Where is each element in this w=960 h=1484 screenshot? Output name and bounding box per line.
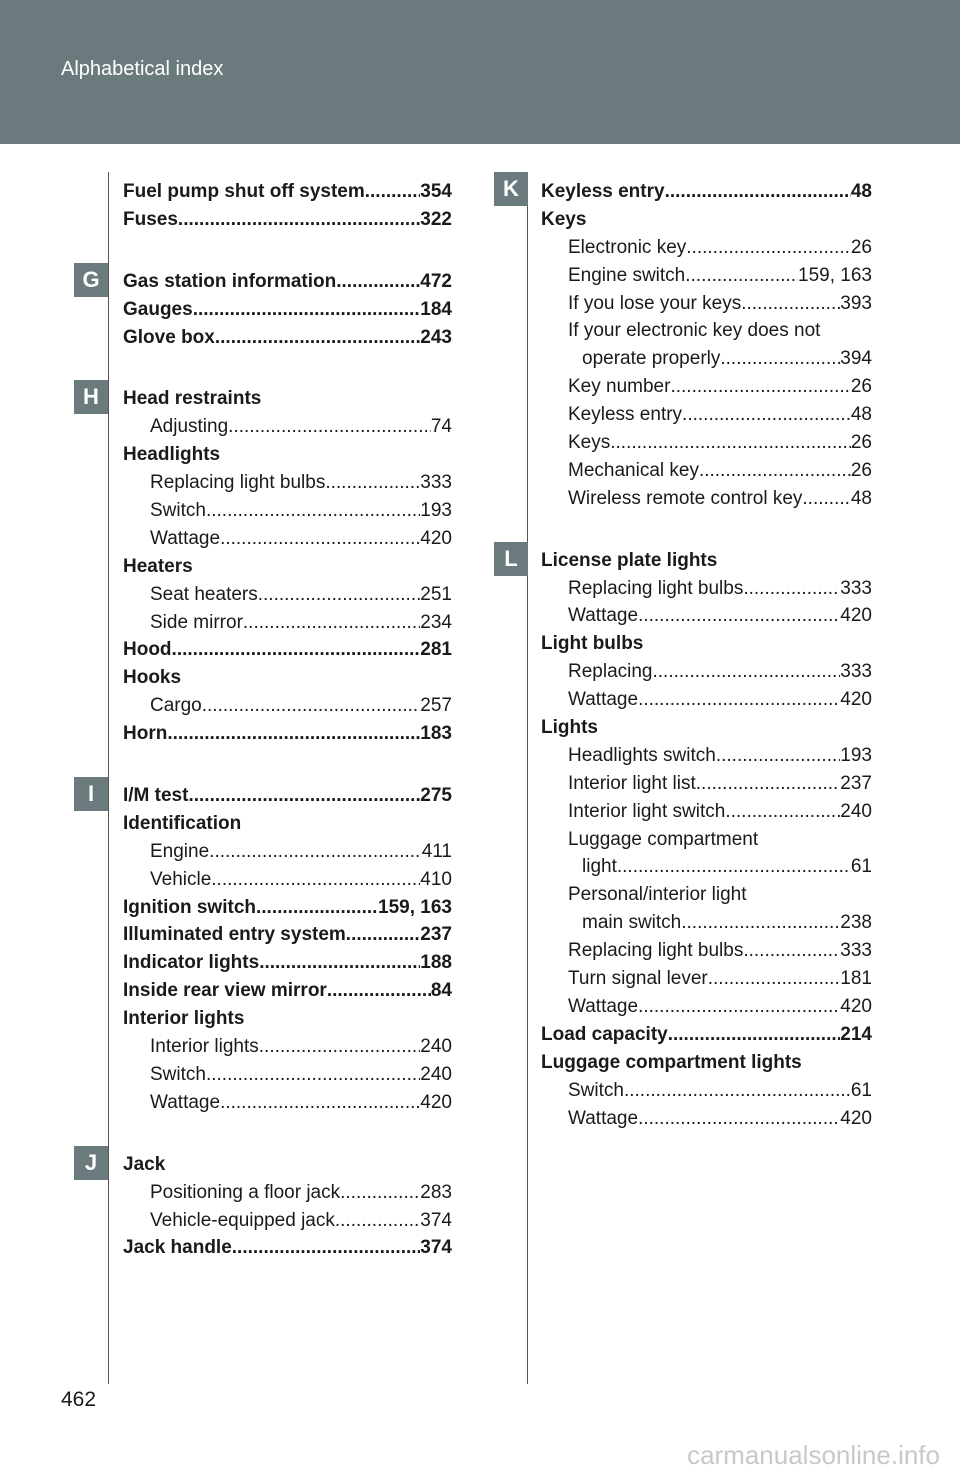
entry-page: 322 [420, 208, 452, 230]
dot-leader [232, 1234, 421, 1262]
entry-label: Fuses [123, 208, 178, 230]
dot-leader [365, 178, 421, 206]
entry-label: Wattage [150, 527, 221, 549]
entry-page: 84 [430, 980, 452, 1002]
entry-page: 61 [850, 1079, 872, 1101]
index-section-h [123, 385, 452, 748]
entry-label: Wireless remote control key [568, 487, 803, 509]
entry-label: Glove box [123, 326, 215, 348]
index-entry[interactable] [541, 178, 872, 206]
entry-label: Head restraints [123, 388, 262, 410]
entry-label: Interior light switch [568, 800, 726, 822]
entry-page: 159, 163 [798, 264, 872, 286]
index-entry[interactable] [541, 853, 872, 881]
dot-leader [682, 401, 851, 429]
index-entry[interactable] [123, 1234, 452, 1262]
index-entry[interactable] [123, 553, 452, 581]
dot-leader [327, 977, 431, 1005]
entry-label: Keys [541, 208, 587, 230]
index-entry[interactable] [541, 457, 872, 485]
dot-leader [741, 290, 840, 318]
index-section-f [123, 178, 452, 234]
entry-label: Headlights switch [568, 744, 716, 766]
index-entry[interactable] [123, 1005, 452, 1033]
entry-label: Wattage [568, 605, 639, 627]
entry-label: Heaters [123, 555, 193, 577]
dot-leader [172, 636, 421, 664]
index-entry[interactable] [541, 881, 872, 909]
header-title: Alphabetical index [61, 58, 224, 80]
entry-label: Keys [568, 432, 611, 454]
index-entry[interactable] [541, 575, 872, 603]
dot-leader [211, 866, 420, 894]
entry-label: Switch [150, 1063, 206, 1085]
entry-page: 420 [840, 689, 872, 711]
index-entry[interactable] [123, 720, 452, 748]
entry-label: Luggage compartment [568, 828, 759, 850]
dot-leader [708, 965, 841, 993]
index-entry[interactable] [541, 742, 872, 770]
dot-leader [228, 413, 431, 441]
entry-page: 240 [420, 1063, 452, 1085]
entry-label: Ignition switch [123, 896, 256, 918]
dot-leader [220, 525, 420, 553]
entry-page: 281 [420, 639, 452, 661]
dot-leader [743, 937, 840, 965]
entry-page: 238 [840, 912, 872, 934]
index-entry[interactable] [541, 602, 872, 630]
dot-leader [686, 234, 851, 262]
entry-label: Vehicle-equipped jack [150, 1209, 335, 1231]
entry-label: Illuminated entry system [123, 924, 346, 946]
dot-leader [638, 686, 840, 714]
entry-page: 48 [850, 487, 872, 509]
entry-page: 251 [420, 583, 452, 605]
entry-label: Interior lights [123, 1008, 245, 1030]
entry-label: I/M test [123, 785, 189, 807]
dot-leader [258, 581, 421, 609]
entry-label: License plate lights [541, 549, 718, 571]
dot-leader [340, 1179, 420, 1207]
dot-leader [638, 1105, 840, 1133]
dot-leader [336, 268, 420, 296]
index-entry[interactable] [123, 268, 452, 296]
index-entry[interactable] [123, 178, 452, 206]
letter-tab-l: L [494, 542, 528, 576]
entry-page: 333 [840, 577, 872, 599]
index-entry[interactable] [123, 664, 452, 692]
index-entry[interactable] [123, 206, 452, 234]
entry-page: 240 [840, 800, 872, 822]
dot-leader [638, 602, 840, 630]
entry-page: 181 [840, 968, 872, 990]
index-entry[interactable] [541, 630, 872, 658]
index-entry[interactable] [541, 770, 872, 798]
dot-leader [206, 1061, 420, 1089]
entry-label: Turn signal lever [568, 968, 708, 990]
index-column-left [123, 178, 452, 1296]
index-entry[interactable] [541, 686, 872, 714]
index-column-right [541, 178, 872, 1166]
index-entry[interactable] [123, 866, 452, 894]
entry-label: Load capacity [541, 1023, 668, 1045]
index-entry[interactable] [541, 373, 872, 401]
dot-leader [685, 262, 798, 290]
entry-page: 333 [840, 661, 872, 683]
index-entry[interactable] [123, 782, 452, 810]
index-entry[interactable] [123, 497, 452, 525]
index-entry[interactable] [123, 636, 452, 664]
entry-label: Wattage [568, 995, 639, 1017]
dot-leader [193, 296, 421, 324]
dot-leader [665, 178, 851, 206]
index-entry[interactable] [541, 1021, 872, 1049]
entry-page: 411 [421, 840, 452, 862]
entry-label: Light bulbs [541, 633, 644, 655]
entry-page: 243 [420, 326, 452, 348]
entry-label: Engine [150, 840, 210, 862]
dot-leader [220, 1089, 420, 1117]
entry-label: Side mirror [150, 611, 243, 633]
entry-page: 420 [420, 527, 452, 549]
dot-leader [167, 720, 420, 748]
entry-label: Keyless entry [541, 181, 665, 202]
index-entry[interactable] [123, 296, 452, 324]
entry-label: Headlights [123, 444, 221, 466]
entry-label: Wattage [568, 689, 639, 711]
entry-label: Luggage compartment lights [541, 1051, 802, 1073]
entry-label: Interior light list [568, 772, 696, 794]
entry-label: Switch [150, 500, 206, 522]
entry-page: 257 [420, 695, 452, 717]
index-entry[interactable] [123, 921, 452, 949]
entry-page: 420 [840, 605, 872, 627]
entry-page: 188 [420, 952, 452, 974]
entry-page: 193 [840, 744, 872, 766]
index-section-k [541, 178, 872, 513]
entry-page: 275 [420, 785, 452, 807]
entry-label: Hooks [123, 667, 182, 689]
index-section-l [541, 547, 872, 1133]
index-entry[interactable] [123, 692, 452, 720]
dot-leader [335, 1207, 420, 1235]
index-entry[interactable] [541, 937, 872, 965]
letter-tab-k: K [494, 172, 528, 206]
index-entry[interactable] [123, 469, 452, 497]
index-entry[interactable] [541, 206, 872, 234]
index-entry[interactable] [123, 1089, 452, 1117]
entry-label: Vehicle [150, 868, 212, 890]
index-entry[interactable] [541, 485, 872, 513]
index-entry[interactable] [123, 525, 452, 553]
index-entry[interactable] [541, 317, 872, 345]
dot-leader [243, 609, 420, 637]
index-entry[interactable] [541, 965, 872, 993]
entry-label: Indicator lights [123, 952, 260, 974]
dot-leader [178, 206, 420, 234]
entry-label: light [582, 856, 617, 878]
dot-leader [681, 909, 840, 937]
entry-page: 48 [850, 404, 872, 426]
index-entry[interactable] [123, 1151, 452, 1179]
index-entry[interactable] [123, 385, 452, 413]
entry-page: 61 [850, 856, 872, 878]
entry-label: Jack [123, 1153, 166, 1175]
entry-page: 393 [840, 292, 872, 314]
index-entry[interactable] [123, 1179, 452, 1207]
dot-leader [653, 658, 841, 686]
letter-tab-g: G [74, 263, 108, 297]
dot-leader [206, 497, 420, 525]
entry-label: Personal/interior light [568, 884, 747, 906]
entry-label: Keyless entry [568, 404, 683, 426]
entry-label: Wattage [150, 1091, 221, 1113]
entry-page: 48 [850, 181, 872, 202]
entry-label: Key number [568, 376, 671, 398]
dot-leader [259, 1033, 421, 1061]
entry-page: 214 [840, 1023, 872, 1045]
index-entry[interactable] [541, 290, 872, 318]
entry-label: Switch [568, 1079, 624, 1101]
index-entry[interactable] [541, 262, 872, 290]
index-entry[interactable] [541, 234, 872, 262]
index-entry[interactable] [123, 1207, 452, 1235]
entry-page: 237 [840, 772, 872, 794]
dot-leader [802, 485, 850, 513]
entry-label: Seat heaters [150, 583, 258, 605]
entry-page: 394 [840, 348, 872, 370]
entry-page: 354 [420, 181, 452, 202]
index-entry[interactable] [123, 609, 452, 637]
entry-page: 159, 163 [378, 896, 452, 918]
dot-leader [617, 853, 851, 881]
entry-page: 26 [850, 376, 872, 398]
entry-label: Gauges [123, 298, 193, 320]
index-entry[interactable] [541, 1077, 872, 1105]
page-header [0, 0, 960, 144]
entry-label: Identification [123, 812, 242, 834]
dot-leader [209, 838, 422, 866]
letter-tab-i: I [74, 777, 108, 811]
page-number: 462 [61, 1388, 97, 1411]
entry-page: 74 [430, 416, 452, 438]
index-entry[interactable] [123, 977, 452, 1005]
entry-page: 26 [850, 236, 872, 258]
watermark: carmanualsonline.info [687, 1440, 940, 1470]
entry-label: Mechanical key [568, 459, 699, 481]
index-entry[interactable] [123, 810, 452, 838]
entry-page: 410 [420, 868, 452, 890]
entry-page: 472 [420, 270, 452, 292]
entry-page: 420 [420, 1091, 452, 1113]
dot-leader [259, 949, 420, 977]
index-entry[interactable] [541, 658, 872, 686]
entry-label: Wattage [568, 1107, 639, 1129]
entry-label: Engine switch [568, 264, 686, 286]
dot-leader [699, 457, 851, 485]
index-entry[interactable] [123, 413, 452, 441]
index-entry[interactable] [123, 838, 452, 866]
entry-page: 240 [420, 1036, 452, 1058]
entry-page: 333 [420, 472, 452, 494]
entry-label: Hood [123, 639, 172, 661]
entry-label: main switch [582, 912, 682, 934]
index-entry[interactable] [123, 1061, 452, 1089]
index-entry[interactable] [123, 324, 452, 352]
entry-page: 234 [420, 611, 452, 633]
entry-page: 26 [850, 459, 872, 481]
index-entry[interactable] [541, 714, 872, 742]
entry-label: Adjusting [150, 416, 229, 438]
dot-leader [202, 692, 421, 720]
dot-leader [188, 782, 420, 810]
entry-page: 26 [850, 432, 872, 454]
dot-leader [696, 770, 841, 798]
entry-label: Positioning a floor jack [150, 1181, 341, 1203]
dot-leader [610, 429, 851, 457]
entry-label: Replacing light bulbs [150, 472, 326, 494]
entry-label: Cargo [150, 695, 202, 717]
entry-page: 184 [420, 298, 452, 320]
entry-page: 374 [420, 1209, 452, 1231]
dot-leader [725, 798, 840, 826]
dot-leader [670, 373, 850, 401]
right-divider [527, 172, 528, 1384]
index-entry[interactable] [541, 1049, 872, 1077]
dot-leader [638, 993, 840, 1021]
entry-page: 283 [420, 1181, 452, 1203]
dot-leader [716, 742, 840, 770]
index-entry[interactable] [123, 949, 452, 977]
entry-page: 374 [420, 1237, 452, 1259]
entry-label: If you lose your keys [568, 292, 742, 314]
index-entry[interactable] [123, 1033, 452, 1061]
index-entry[interactable] [541, 429, 872, 457]
entry-page: 420 [840, 995, 872, 1017]
entry-label: Lights [541, 717, 598, 739]
index-entry[interactable] [541, 401, 872, 429]
index-entry[interactable] [123, 441, 452, 469]
index-entry[interactable] [123, 581, 452, 609]
entry-label: Jack handle [123, 1237, 232, 1259]
dot-leader [346, 921, 421, 949]
index-entry[interactable] [541, 1105, 872, 1133]
dot-leader [256, 894, 378, 922]
entry-page: 183 [420, 723, 452, 745]
entry-page: 420 [840, 1107, 872, 1129]
entry-page: 333 [840, 940, 872, 962]
entry-label: Interior lights [150, 1036, 259, 1058]
index-section-i [123, 782, 452, 1117]
dot-leader [624, 1077, 851, 1105]
index-entry[interactable] [541, 547, 872, 575]
index-entry[interactable] [541, 345, 872, 373]
entry-label: Replacing light bulbs [568, 940, 744, 962]
dot-leader [668, 1021, 841, 1049]
entry-page: 193 [420, 500, 452, 522]
dot-leader [215, 324, 420, 352]
entry-label: Fuel pump shut off system [123, 181, 365, 202]
index-section-g [123, 268, 452, 352]
entry-label: Gas station information [123, 270, 337, 292]
index-entry[interactable] [541, 993, 872, 1021]
dot-leader [325, 469, 420, 497]
entry-label: Replacing [568, 661, 653, 683]
entry-label: Inside rear view mirror [123, 980, 327, 1002]
entry-label: operate properly [582, 348, 721, 370]
letter-tab-j: J [74, 1146, 108, 1180]
letter-tab-h: H [74, 380, 108, 414]
index-section-j [123, 1151, 452, 1263]
index-entry[interactable] [541, 909, 872, 937]
entry-label: Horn [123, 723, 168, 745]
entry-label: If your electronic key does not [568, 320, 821, 342]
dot-leader [743, 575, 840, 603]
entry-label: Electronic key [568, 236, 687, 258]
entry-label: Replacing light bulbs [568, 577, 744, 599]
index-entry[interactable] [541, 798, 872, 826]
index-entry[interactable] [123, 894, 452, 922]
left-divider [108, 172, 109, 1384]
dot-leader [720, 345, 840, 373]
index-entry[interactable] [541, 826, 872, 854]
entry-page: 237 [420, 924, 452, 946]
